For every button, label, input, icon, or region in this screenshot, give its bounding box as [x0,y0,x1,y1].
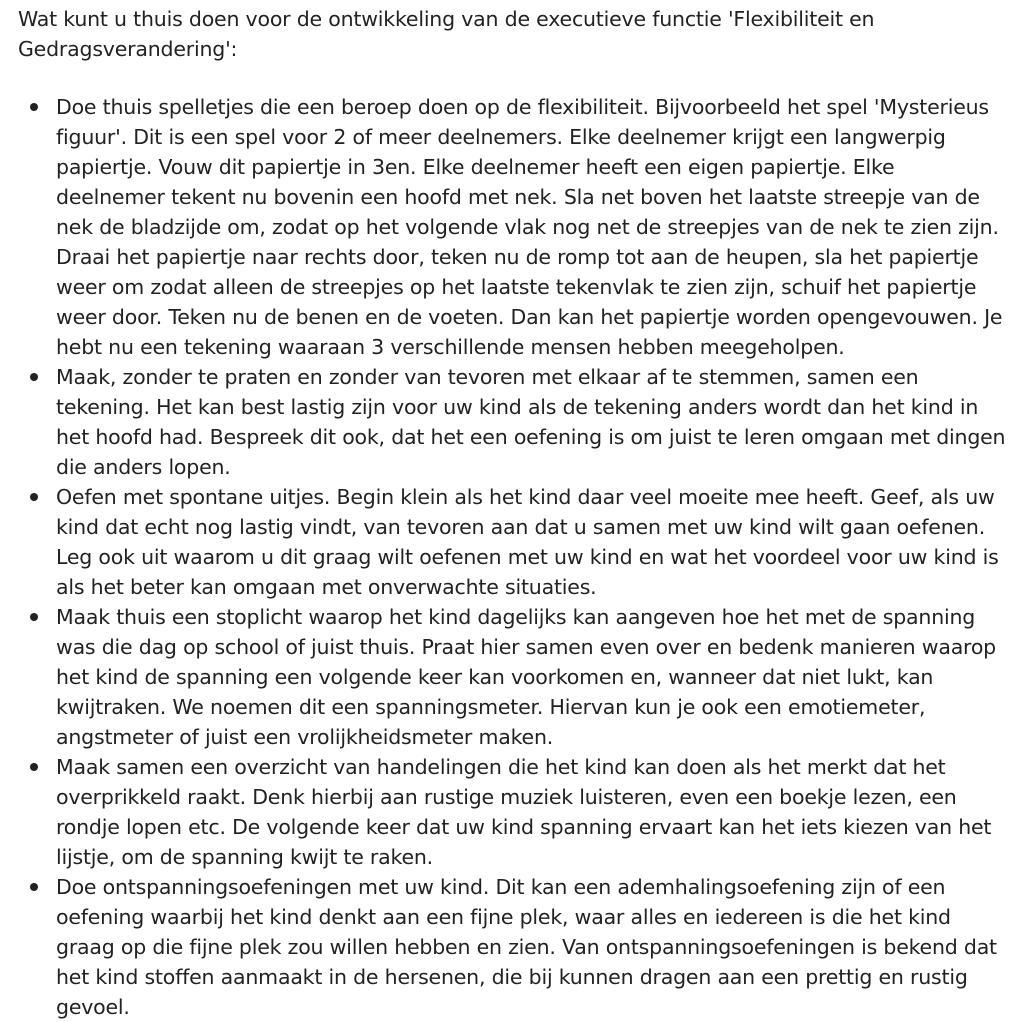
document-body [18,4,1008,1022]
list-item-text: Doe thuis spelletjes die een beroep doen op de flexibiliteit. Bijvoorbeeld het spel 'Mysterieus figuur'. Dit is een spel voor 2 of meer deelnemers. Elke deelnemer krijgt een langwerpig papiertje. Vouw dit papiertje in 3en. Elke deelnemer heeft een eigen papiertje. Elke deelnemer tekent nu bovenin een hoofd met nek. Sla net boven het laatste streepje van de nek de bladzijde om, zodat op het volgende vlak nog net de streepjes van de nek te zien zijn. Draai het papiertje naar rechts door, teken nu de romp tot aan de heupen, sla het papiertje weer om zodat alleen de streepjes op het laatste tekenvlak te zien zijn, schuif het papiertje weer door. Teken nu de benen en de voeten. Dan kan het papiertje worden opengevouwen. Je hebt nu een tekening waaraan 3 verschillende mensen hebben meegeholpen. [56,95,1003,359]
tips-list [18,92,1008,1022]
bullet-icon [30,763,38,771]
list-item [18,752,1008,872]
list-item [18,872,1008,1022]
list-item [18,602,1008,752]
bullet-icon [30,613,38,621]
list-item-text: Maak thuis een stoplicht waarop het kind dagelijks kan aangeven hoe het met de spanning was die dag op school of juist thuis. Praat hier samen even over en bedenk manieren waarop het kind de spanning een volgende keer kan voorkomen en, wanneer dat niet lukt, kan kwijtraken. We noemen dit een spanningsmeter. Hiervan kun je ook een emotiemeter, angstmeter of juist een vrolijkheidsmeter maken. [56,605,996,749]
list-item [18,92,1008,362]
bullet-icon [30,103,38,111]
list-item [18,482,1008,602]
list-item [18,362,1008,482]
list-item-text: Oefen met spontane uitjes. Begin klein als het kind daar veel moeite mee heeft. Geef, als uw kind dat echt nog lastig vindt, van tevoren aan dat u samen met uw kind wilt gaan oefenen. Leg ook uit waarom u dit graag wilt oefenen met uw kind en wat het voordeel voor uw kind is als het beter kan omgaan met onverwachte situaties. [56,485,999,599]
bullet-icon [30,373,38,381]
list-item-text: Maak samen een overzicht van handelingen die het kind kan doen als het merkt dat het overprikkeld raakt. Denk hierbij aan rustige muziek luisteren, even een boekje lezen, een rondje lopen etc. De volgende keer dat uw kind spanning ervaart kan het iets kiezen van het lijstje, om de spanning kwijt te raken. [56,755,992,869]
bullet-icon [30,493,38,501]
list-item-text: Maak, zonder te praten en zonder van tevoren met elkaar af te stemmen, samen een tekening. Het kan best lastig zijn voor uw kind als de tekening anders wordt dan het kind in het hoofd had. Bespreek dit ook, dat het een oefening is om juist te leren omgaan met dingen die anders lopen. [56,365,1006,479]
list-item-text: Doe ontspanningsoefeningen met uw kind. Dit kan een ademhalingsoefening zijn of een oefening waarbij het kind denkt aan een fijne plek, waar alles en iedereen is die het kind graag op die fijne plek zou willen hebben en zien. Van ontspanningsoefeningen is bekend dat het kind stoffen aanmaakt in de hersenen, die bij kunnen dragen aan een prettig en rustig gevoel. [56,875,997,1019]
intro-paragraph: Wat kunt u thuis doen voor de ontwikkeling van de executieve functie 'Flexibiliteit en Gedragsverandering': [18,7,875,61]
bullet-icon [30,883,38,891]
